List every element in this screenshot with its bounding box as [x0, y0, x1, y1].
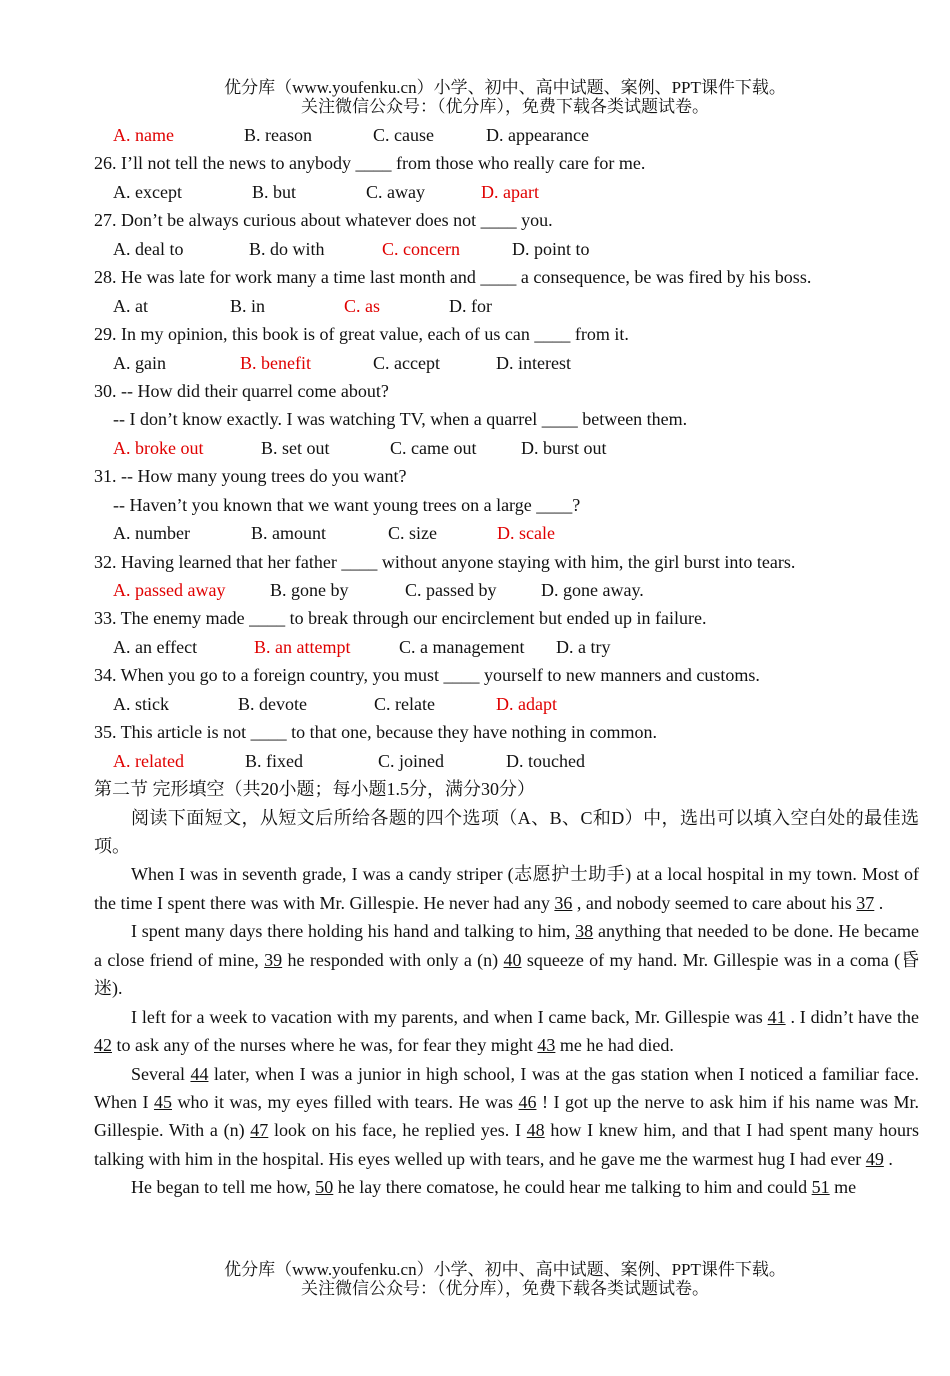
q30-stem: 30. -- How did their quarrel come about?: [94, 380, 389, 401]
page-header: [0, 78, 950, 116]
q34-option-c: C. relate: [374, 693, 435, 714]
q35-option-d: D. touched: [506, 750, 585, 771]
blank-48: 48: [526, 1120, 545, 1141]
passage-text: Several: [131, 1063, 191, 1084]
q30-option-c: C. came out: [390, 437, 477, 458]
section2-instruction: 阅读下面短文，从短文后所给各题的四个选项（A、B、C和D）中，选出可以填入空白处的最佳选项。: [94, 807, 919, 856]
passage-text: who it was, my eyes filled with tears. He was: [171, 1092, 519, 1113]
q34-option-a: A. stick: [113, 693, 169, 714]
passage-text: I spent many days there holding his hand and talking to him,: [131, 921, 576, 942]
blank-41: 41: [767, 1006, 786, 1027]
q33-options: [94, 633, 919, 661]
blank-39: 39: [264, 949, 283, 970]
passage-text: squeeze of my hand. Mr. Gillespie was in a coma (昏迷).: [94, 949, 919, 999]
q32-option-d: D. gone away.: [541, 580, 644, 600]
blank-46: 46: [518, 1092, 537, 1113]
passage-text: .: [874, 892, 884, 913]
q35-option-b: B. fixed: [245, 750, 303, 771]
q28-options: [94, 292, 919, 320]
q27-options: [94, 235, 919, 263]
blank-50: 50: [315, 1177, 334, 1198]
q28-stem: 28. He was late for work many a time last month and ____ a consequence, be was fired by his boss.: [94, 267, 812, 288]
q29-option-b: B. benefit: [240, 352, 311, 373]
q34-option-d: D. adapt: [496, 693, 557, 714]
blank-38: 38: [575, 921, 594, 942]
q30-stem-reply: -- I don’t know exactly. I was watching TV, when a quarrel ____ between them.: [113, 409, 688, 430]
q32-options: [94, 576, 919, 604]
q29-option-a: A. gain: [113, 352, 166, 373]
q29-stem: 29. In my opinion, this book is of great value, each of us can ____ from it.: [94, 324, 629, 345]
blank-40: 40: [503, 949, 522, 970]
passage-text: how I knew him, and that I had spent many hours talking with him in the hospital. His eyes welled up with tears, and he gave me the warmest hug I had ever: [94, 1120, 919, 1169]
q34-option-b: B. devote: [238, 693, 307, 714]
q28-option-b: B. in: [230, 295, 266, 316]
q29-option-d: D. interest: [496, 352, 571, 373]
blank-37: 37: [856, 892, 875, 913]
header-line-2: 关注微信公众号：（优分库），免费下载各类试题试卷。: [301, 97, 709, 116]
q31-stem-reply: -- Haven’t you known that we want young trees on a large ____?: [113, 494, 581, 515]
q28-option-d: D. for: [449, 295, 492, 316]
q25-option-d: D. appearance: [486, 125, 589, 145]
q26-options: [94, 178, 919, 206]
blank-44: 44: [190, 1063, 209, 1084]
q27-option-d: D. point to: [512, 238, 590, 259]
passage-text: me he had died.: [555, 1035, 674, 1056]
passage-text: anything that needed to be done. He became a close friend of mine,: [94, 921, 919, 970]
exam-content: [94, 121, 919, 1202]
q27-option-a: A. deal to: [113, 238, 184, 259]
q26-option-d: D. apart: [481, 181, 539, 202]
q30-options: [94, 434, 919, 462]
q31-option-b: B. amount: [251, 523, 326, 544]
q27-option-c: C. concern: [382, 238, 460, 259]
passage-text: to ask any of the nurses where he was, for fear they might: [112, 1035, 538, 1056]
q33-stem: 33. The enemy made ____ to break through our encirclement but ended up in failure.: [94, 608, 707, 629]
q30-option-d: D. burst out: [521, 437, 607, 458]
passage-text: .: [883, 1148, 893, 1169]
q33-option-c: C. a management: [399, 636, 525, 657]
q25-option-a: A. name: [113, 125, 174, 145]
q30-option-b: B. set out: [261, 437, 330, 458]
q27-stem: 27. Don’t be always curious about whatever does not ____ you.: [94, 210, 553, 231]
q29-option-c: C. accept: [373, 352, 440, 373]
passage-text: later, when I was a junior in high school, I was at the gas station when I noticed a familiar face. When I: [94, 1063, 919, 1113]
blank-42: 42: [94, 1035, 112, 1056]
q31-stem: 31. -- How many young trees do you want?: [94, 466, 407, 487]
q35-option-a: A. related: [113, 750, 184, 771]
q35-stem: 35. This article is not ____ to that one, because they have nothing in common.: [94, 722, 658, 743]
passage-text: me: [829, 1177, 857, 1198]
passage-text: he responded with only a (n): [282, 949, 504, 970]
q34-options: [94, 690, 919, 718]
q33-option-b: B. an attempt: [254, 636, 351, 657]
q31-options: [94, 519, 919, 547]
footer-line-2: 关注微信公众号：（优分库），免费下载各类试题试卷。: [301, 1279, 709, 1298]
passage-text: . I didn’t have the: [785, 1006, 919, 1027]
footer-line-1: 优分库（www.youfenku.cn）小学、初中、高中试题、案例、PPT课件下载。: [224, 1260, 786, 1279]
q25-option-b: B. reason: [244, 125, 312, 145]
q33-option-a: A. an effect: [113, 636, 198, 657]
passage-text: , and nobody seemed to care about his: [572, 892, 857, 913]
page-footer: [0, 1260, 950, 1298]
blank-36: 36: [554, 892, 573, 913]
q25-options: [94, 121, 919, 149]
passage-text: ! I got up the nerve to ask him if his name was Mr. Gillespie. With a (n): [94, 1092, 919, 1141]
q28-option-a: A. at: [113, 295, 148, 316]
q26-stem: 26. I’ll not tell the news to anybody ____ from those who really care for me.: [94, 153, 646, 174]
header-line-1: 优分库（www.youfenku.cn）小学、初中、高中试题、案例、PPT课件下载。: [224, 78, 786, 97]
passage-text: When I was in seventh grade, I was a candy striper (志愿护士助手) at a local hospital in my town. Most of the time I spent there was with Mr. Gillespie. He never had any: [94, 864, 919, 913]
passage-text: I left for a week to vacation with my parents, and when I came back, Mr. Gillespie was: [131, 1006, 768, 1027]
q35-option-c: C. joined: [378, 750, 444, 771]
q28-option-c: C. as: [344, 295, 380, 316]
passage-text: He began to tell me how,: [131, 1177, 316, 1198]
blank-45: 45: [153, 1092, 172, 1113]
q26-option-a: A. except: [113, 181, 182, 202]
passage-paragraph-3: [94, 1003, 919, 1060]
blank-47: 47: [250, 1120, 269, 1141]
q35-options: [94, 747, 919, 775]
q32-option-a: A. passed away: [113, 580, 226, 600]
passage-paragraph-2: [94, 917, 919, 1002]
q33-option-d: D. a try: [556, 636, 611, 657]
blank-43: 43: [537, 1035, 556, 1056]
q31-option-c: C. size: [388, 523, 437, 544]
passage-text: look on his face, he replied yes. I: [268, 1120, 527, 1141]
q32-stem: 32. Having learned that her father ____ without anyone staying with him, the girl burst into tears.: [94, 551, 796, 572]
q30-option-a: A. broke out: [113, 437, 204, 458]
passage-paragraph-1: [94, 860, 919, 917]
q29-options: [94, 349, 919, 377]
q31-option-a: A. number: [113, 523, 190, 544]
passage-paragraph-4: [94, 1060, 919, 1174]
q26-option-b: B. but: [252, 181, 297, 202]
q27-option-b: B. do with: [249, 238, 325, 259]
q34-stem: 34. When you go to a foreign country, you must ____ yourself to new manners and customs.: [94, 665, 760, 686]
q31-option-d: D. scale: [497, 523, 555, 544]
q26-option-c: C. away: [366, 181, 425, 202]
q32-option-c: C. passed by: [405, 580, 497, 600]
blank-49: 49: [865, 1148, 884, 1169]
q25-option-c: C. cause: [373, 125, 434, 145]
passage-text: he lay there comatose, he could hear me talking to him and could: [333, 1177, 812, 1198]
q32-option-b: B. gone by: [270, 580, 349, 600]
section2-title: 第二节 完形填空（共20小题；每小题1.5分，满分30分）: [94, 779, 535, 800]
blank-51: 51: [811, 1177, 830, 1198]
passage-paragraph-5: [94, 1173, 919, 1201]
